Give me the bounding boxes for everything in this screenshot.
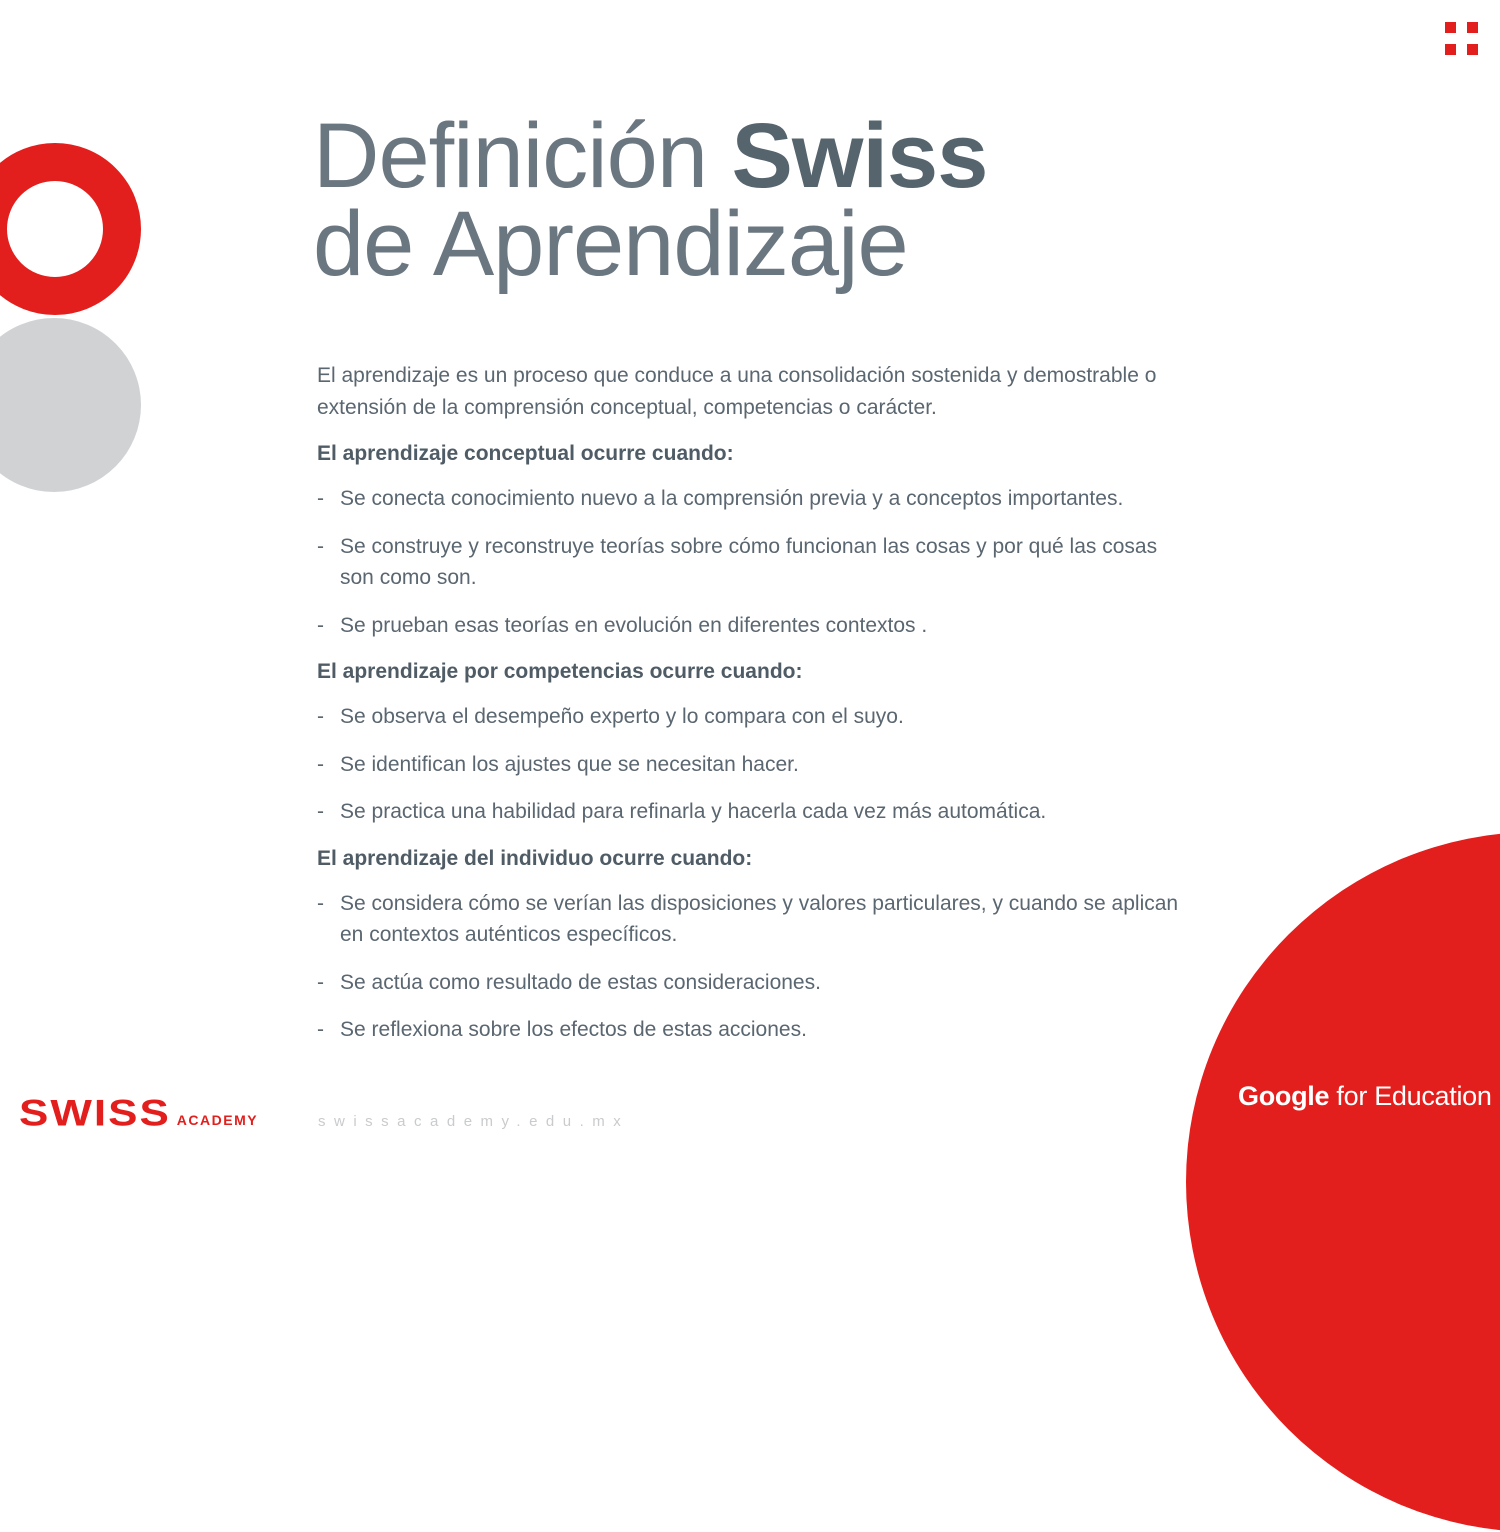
four-squares-icon [1443,20,1479,56]
list-conceptual [317,483,1187,641]
title-line1-light: Definición [313,105,732,207]
list-item: - Se reflexiona sobre los efectos de estas acciones. [317,1018,807,1041]
section-heading-conceptual: El aprendizaje conceptual ocurre cuando: [317,442,734,465]
title-line1-bold: Swiss [731,105,988,207]
section-heading-competencias: El aprendizaje por competencias ocurre cuando: [317,660,803,683]
list-item: - Se actúa como resultado de estas consideraciones. [317,970,821,994]
list-item: - Se practica una habilidad para refinarla y hacerla cada vez más automática. [317,800,1047,823]
list-item: - Se prueban esas teorías en evolución en diferentes contextos . [317,613,928,637]
list-item: - Se conecta conocimiento nuevo a la comprensión previa y a conceptos importantes. [317,487,1124,510]
page-title [313,105,988,295]
main-content [317,360,1187,1062]
list-item: - Se observa el desempeño experto y lo compara con el suyo. [317,705,904,728]
swiss-academy-logo [19,1092,259,1135]
list-individuo [317,888,1187,1046]
google-for-education-logo: Google for Education [1238,1081,1492,1111]
gray-circle-decoration [0,318,141,492]
red-circle-decoration [1186,832,1500,1532]
intro-paragraph: El aprendizaje es un proceso que conduce a una consolidación sostenida y demostrable o extensión de la comprensión conceptual, competencias o carácter. [317,364,1157,419]
logo-word: SWISS [19,1092,171,1135]
red-ring-decoration [0,143,141,315]
title-line2: de Aprendizaje [313,193,908,295]
section-heading-individuo: El aprendizaje del individuo ocurre cuando: [317,846,753,870]
list-item: - Se considera cómo se verían las disposiciones y valores particulares, y cuando se aplican en contextos auténticos específicos. [317,891,1179,946]
list-competencias [317,701,1187,828]
website-url: swissacademy.edu.mx [318,1113,630,1130]
logo-sub: ACADEMY [176,1112,259,1128]
list-item: - Se identifican los ajustes que se necesitan hacer. [317,752,799,776]
list-item: - Se construye y reconstruye teorías sobre cómo funcionan las cosas y por qué las cosas son como son. [317,534,1158,589]
